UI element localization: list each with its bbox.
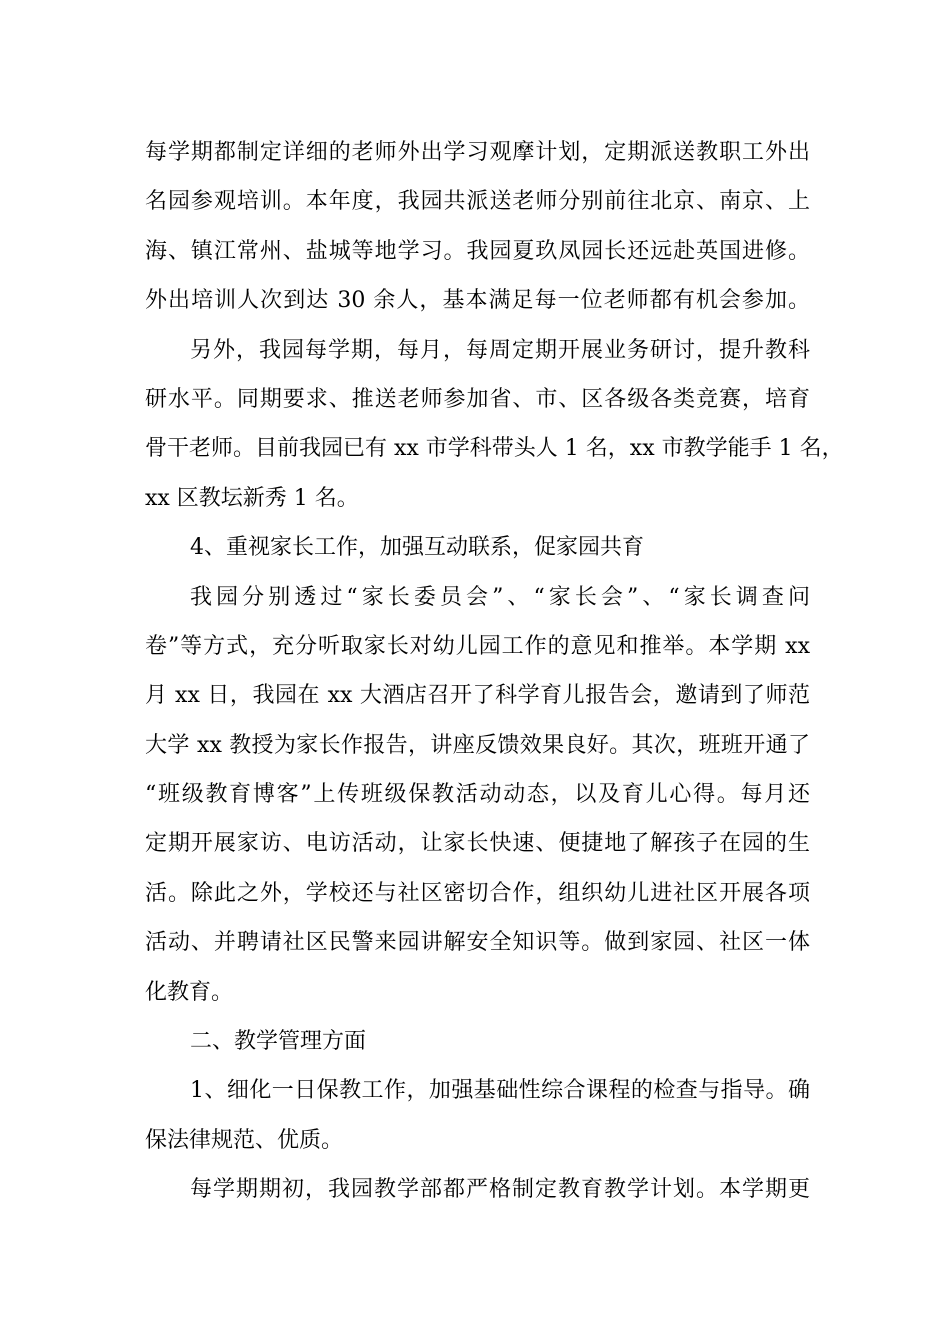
paragraph-line: 每学期都制定详细的老师外出学习观摩计划，定期派送教职工外出 — [145, 140, 810, 165]
section-heading: 4、重视家长工作，加强互动联系，促家园共育 — [190, 535, 644, 561]
section-heading: 二、教学管理方面 — [190, 1029, 367, 1055]
paragraph-line: 化教育。 — [145, 979, 234, 1005]
paragraph-line: xx 区教坛新秀 1 名。 — [145, 485, 359, 511]
document-body — [145, 128, 844, 1215]
paragraph-line: 外出培训人次到达 30 余人，基本满足每一位老师都有机会参加。 — [145, 288, 810, 314]
paragraph-line: 研水平。同期要求、推送老师参加省、市、区各级各类竞赛，培育 — [145, 386, 810, 412]
paragraph-line: 活动、并聘请社区民警来园讲解安全知识等。做到家园、社区一体 — [145, 930, 810, 956]
paragraph-line: “班级教育博客”上传班级保教活动动态，以及育儿心得。每月还 — [145, 782, 810, 808]
paragraph-line: 大学 xx 教授为家长作报告，讲座反馈效果良好。其次，班班开通了 — [145, 732, 810, 758]
paragraph-line: 海、镇江常州、盐城等地学习。我园夏玖凤园长还远赴英国进修。 — [145, 238, 810, 264]
paragraph-line: 定期开展家访、电访活动，让家长快速、便捷地了解孩子在园的生 — [145, 831, 810, 857]
paragraph-line: 我园分别透过“家长委员会”、“家长会”、“家长调查问 — [190, 584, 810, 610]
paragraph-line: 卷”等方式，充分听取家长对幼儿园工作的意见和推举。本学期 xx — [145, 633, 810, 659]
paragraph-line: 保法律规范、优质。 — [145, 1127, 344, 1153]
paragraph-line: 骨干老师。目前我园已有 xx 市学科带头人 1 名，xx 市教学能手 1 名， — [145, 436, 844, 462]
paragraph-line: 名园参观培训。本年度，我园共派送老师分别前往北京、南京、上 — [145, 189, 810, 215]
paragraph-line: 另外，我园每学期，每月，每周定期开展业务研讨，提升教科 — [190, 337, 810, 363]
paragraph-line: 每学期期初，我园教学部都严格制定教育教学计划。本学期更 — [190, 1177, 810, 1203]
paragraph-line: 月 xx 日，我园在 xx 大酒店召开了科学育儿报告会，邀请到了师范 — [145, 683, 810, 709]
paragraph-line: 1、细化一日保教工作，加强基础性综合课程的检查与指导。确 — [190, 1078, 810, 1104]
paragraph-line: 活。除此之外，学校还与社区密切合作，组织幼儿进社区开展各项 — [145, 880, 810, 906]
